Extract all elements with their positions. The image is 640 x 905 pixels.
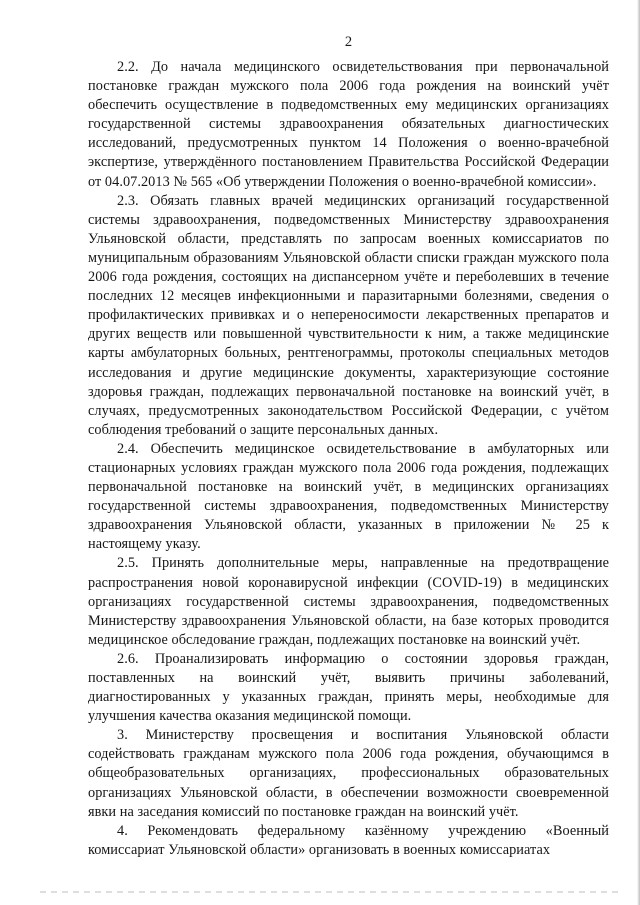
- page-number: 2: [344, 34, 353, 50]
- scan-bottom-artifact: [40, 891, 620, 893]
- paragraph-2-3: 2.3. Обязать главных врачей медицинских организаций государственной системы здравоохранения, подведомственных Министерству здравоохранения Ульяновской области, представлять по запросам военных комиссариатов по муниципальным образованиям Ульяновской области списки граждан мужского пола 2006 года рождения, состоящих на диспансерном учёте и переболевших в течение последних 12 месяцев инфекционными и паразитарными болезнями, сведения о профилактических прививках и о непереносимости лекарственных препаратов и других веществ или повышенной чувствительности к ним, а также медицинские карты амбулаторных больных, рентгенограммы, протоколы специальных методов исследования и другие медицинские документы, характеризующие состояние здоровья граждан, подлежащих первоначальной постановке на воинский учёт, в случаях, предусмотренных законодательством Российской Федерации, с учётом соблюдения требований о защите персональных данных.: [88, 192, 609, 438]
- paragraph-2-2: 2.2. До начала медицинского освидетельствования при первоначальной постановке граждан мужского пола 2006 года рождения на воинский учёт обеспечить осуществление в подведомственных ему медицинских организациях государственной системы здравоохранения обязательных диагностических исследований, предусмотренных пунктом 14 Положения о военно-врачебной экспертизе, утверждённого постановлением Правительства Российской Федерации от 04.07.2013 № 565 «Об утверждении Положения о военно-врачебной комиссии».: [88, 59, 609, 190]
- document-body: [88, 58, 609, 860]
- paragraph-2-5: 2.5. Принять дополнительные меры, направленные на предотвращение распространения новой коронавирусной инфекции (COVID-19) в медицинских организациях государственной системы здравоохранения, подведомственных Министерству здравоохранения Ульяновской области, на базе которых проводится медицинское обследование граждан, подлежащих постановке на воинский учёт.: [88, 555, 609, 648]
- paragraph-3: 3. Министерству просвещения и воспитания Ульяновской области содействовать гражданам мужского пола 2006 года рождения, обучающимся в общеобразовательных организациях, профессиональных образовательных организациях Ульяновской области, в обеспечении возможности своевременной явки на заседания комиссий по постановке граждан на воинский учёт.: [88, 727, 609, 820]
- paragraph-2-4: 2.4. Обеспечить медицинское освидетельствование в амбулаторных или стационарных условиях граждан мужского пола 2006 года рождения, подлежащих первоначальной постановке на воинский учёт, в медицинских организациях государственной системы здравоохранения, подведомственных Министерству здравоохранения Ульяновской области, указанных в приложении № 25 к настоящему указу.: [88, 440, 609, 553]
- paragraph-4: 4. Рекомендовать федеральному казённому учреждению «Военный комиссариат Ульяновской области» организовать в военных комиссариатах: [88, 822, 609, 858]
- paragraph-2-6: 2.6. Проанализировать информацию о состоянии здоровья граждан, поставленных на воинский учёт, выявить причины заболеваний, диагностированных у указанных граждан, принять меры, необходимые для улучшения качества оказания медицинской помощи.: [88, 650, 609, 725]
